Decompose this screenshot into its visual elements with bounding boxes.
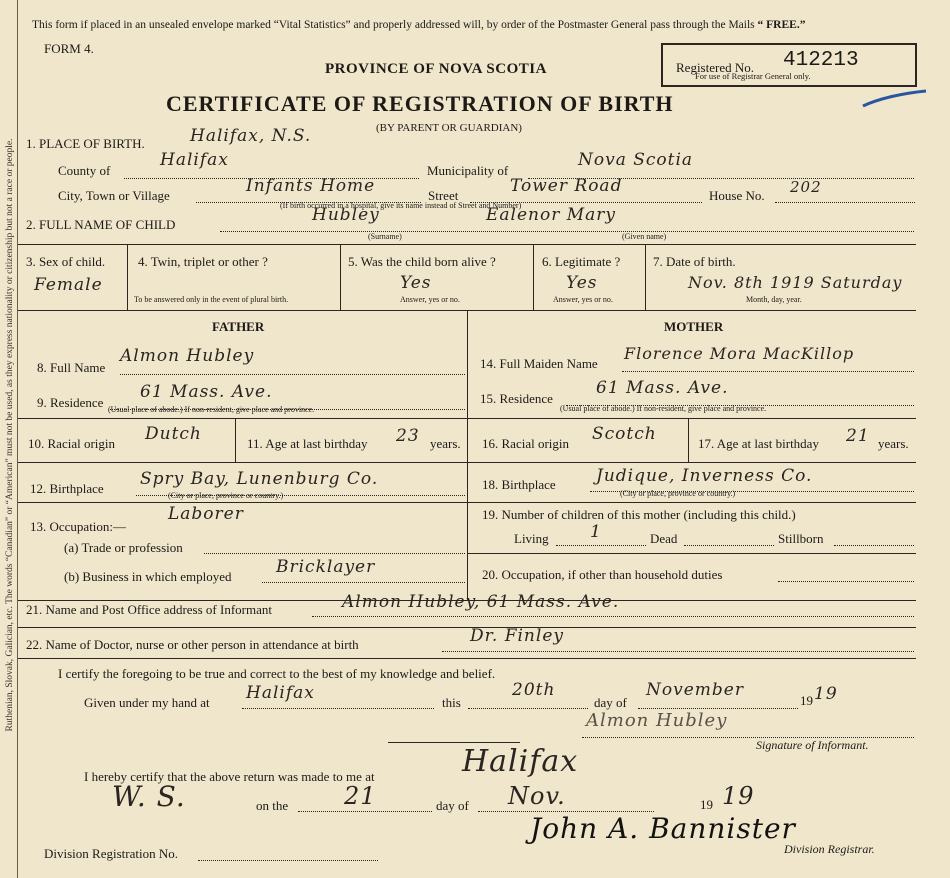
given-year-prefix: 19 xyxy=(800,693,813,708)
on-day-line xyxy=(298,811,432,812)
father-race-divider xyxy=(235,418,236,462)
father-birthplace-note: (City or place, province or country.) xyxy=(168,491,284,500)
hereby-certify-label: I hereby certify that the above return was made to me at xyxy=(84,769,375,784)
short-rule xyxy=(388,742,520,743)
given-under-hand-label: Given under my hand at xyxy=(84,695,210,710)
father-occupation-value: Laborer xyxy=(168,504,244,524)
free-label: “ FREE.” xyxy=(757,19,806,31)
father-business-label: (b) Business in which employed xyxy=(64,569,232,584)
living-label: Living xyxy=(514,531,549,546)
father-heading: FATHER xyxy=(212,319,265,334)
twin-note: To be answered only in the event of plural birth. xyxy=(134,295,289,304)
mother-name-value: Florence Mora MacKillop xyxy=(624,344,855,363)
racial-top-rule xyxy=(18,418,916,419)
doctor-label: 22. Name of Doctor, nurse or other person in attendance at birth xyxy=(26,637,359,652)
grid-divider-2 xyxy=(340,244,341,310)
father-business-line xyxy=(262,582,465,583)
side-margin-text: Ruthenian, Slovak, Galician, etc. The words “Canadian” or “American” must not be used, as they express nationality or citizenship but not a race or people. xyxy=(5,138,15,732)
father-residence-value: 61 Mass. Ave. xyxy=(140,382,273,402)
street-label: Street xyxy=(428,188,459,203)
mother-age-label: 17. Age at last birthday xyxy=(698,436,819,451)
father-occupation-label: 13. Occupation:— xyxy=(30,519,127,534)
twin-label: 4. Twin, triplet or other ? xyxy=(138,254,268,269)
father-trade-label: (a) Trade or profession xyxy=(64,540,183,555)
mother-occupation-label: 20. Occupation, if other than household duties xyxy=(482,567,723,582)
mother-occupation-line xyxy=(778,581,914,582)
doctor-top-rule xyxy=(18,627,916,628)
surname-caption: (Surname) xyxy=(368,232,402,241)
alive-label: 5. Was the child born alive ? xyxy=(348,254,496,269)
on-year-value: 19 xyxy=(722,782,755,810)
house-line xyxy=(775,202,915,203)
certificate-subtitle: (BY PARENT OR GUARDIAN) xyxy=(376,122,522,134)
mother-birthplace-label: 18. Birthplace xyxy=(482,477,556,492)
birth-date-label: 7. Date of birth. xyxy=(653,254,736,269)
doctor-line xyxy=(442,651,914,652)
mother-race-divider xyxy=(688,418,689,462)
grid-top-rule xyxy=(18,244,916,245)
child-given-value: Ealenor Mary xyxy=(486,205,617,225)
given-day-line xyxy=(468,708,588,709)
informant-value: Almon Hubley, 61 Mass. Ave. xyxy=(342,592,620,612)
legitimate-note: Answer, yes or no. xyxy=(553,295,613,304)
legitimate-value: Yes xyxy=(566,273,598,293)
county-value: Halifax xyxy=(160,150,229,170)
certificate-title: CERTIFICATE OF REGISTRATION OF BIRTH xyxy=(166,91,674,116)
father-business-value: Bricklayer xyxy=(276,557,376,577)
informant-label: 21. Name and Post Office address of Informant xyxy=(26,602,272,617)
father-race-value: Dutch xyxy=(145,424,202,444)
father-name-value: Almon Hubley xyxy=(120,346,255,366)
grid-divider-3 xyxy=(533,244,534,310)
mother-birthplace-value: Judique, Inverness Co. xyxy=(596,466,813,486)
given-month-value: November xyxy=(646,680,744,700)
city-value: Infants Home xyxy=(246,176,376,196)
alive-note: Answer, yes or no. xyxy=(400,295,460,304)
municipality-label: Municipality of xyxy=(427,163,509,178)
father-name-line xyxy=(120,374,465,375)
given-year-value: 19 xyxy=(814,684,838,704)
place-of-birth-value: Halifax, N.S. xyxy=(190,126,312,146)
dead-label: Dead xyxy=(650,531,678,546)
division-mark: W. S. xyxy=(112,780,186,813)
parents-divider xyxy=(467,310,468,600)
father-birthplace-label: 12. Birthplace xyxy=(30,481,104,496)
father-age-value: 23 xyxy=(396,426,420,446)
informant-signature-caption: Signature of Informant. xyxy=(756,738,869,752)
sex-label: 3. Sex of child. xyxy=(26,254,106,269)
division-registrar-caption: Division Registrar. xyxy=(784,842,875,856)
hospital-note: (If birth occurred in a hospital, give its name instead of Street and Number) xyxy=(280,201,522,210)
mother-name-line xyxy=(622,371,914,372)
postal-notice-text: This form if placed in an unsealed envelope marked “Vital Statistics” and properly addressed will, by order of the Postmaster General pass through the Mails xyxy=(32,19,755,31)
alive-value: Yes xyxy=(400,273,432,293)
informant-signature: Almon Hubley xyxy=(586,710,728,731)
registrar-signature: John A. Bannister xyxy=(530,812,796,845)
given-month-line xyxy=(638,708,798,709)
mother-age-unit: years. xyxy=(878,436,909,451)
certify-top-rule xyxy=(18,658,916,659)
division-registration-label: Division Registration No. xyxy=(44,846,178,861)
mother-residence-note: (Usual place of abode.) If non-resident, give place and province. xyxy=(560,404,767,413)
father-age-label: 11. Age at last birthday xyxy=(247,436,368,451)
side-margin xyxy=(0,0,18,878)
form-number: FORM 4. xyxy=(44,41,94,56)
father-birthplace-value: Spry Bay, Lunenburg Co. xyxy=(140,469,379,489)
house-label: House No. xyxy=(709,188,765,203)
registered-label: Registered No. xyxy=(676,60,754,75)
on-year-prefix: 19 xyxy=(700,797,713,812)
postal-notice xyxy=(32,19,805,31)
county-label: County of xyxy=(58,163,111,178)
children-bottom-rule xyxy=(468,553,916,554)
birth-date-value: Nov. 8th 1919 Saturday xyxy=(688,273,903,292)
this-label: this xyxy=(442,695,461,710)
given-place-value: Halifax xyxy=(246,683,315,703)
grid-divider-1 xyxy=(127,244,128,310)
city-label: City, Town or Village xyxy=(58,188,170,203)
stillborn-label: Stillborn xyxy=(778,531,824,546)
day-of-label: day of xyxy=(594,695,627,710)
birth-date-note: Month, day, year. xyxy=(746,295,802,304)
mother-heading: MOTHER xyxy=(664,319,724,334)
father-age-unit: years. xyxy=(430,436,461,451)
father-trade-line xyxy=(204,553,465,554)
grid-divider-4 xyxy=(645,244,646,310)
on-day-value: 21 xyxy=(344,782,377,810)
on-month-value: Nov. xyxy=(508,782,566,810)
on-the-label: on the xyxy=(256,798,289,813)
division-registration-line xyxy=(198,860,378,861)
occupation-top-rule xyxy=(18,502,916,503)
mother-children-label: 19. Number of children of this mother (including this child.) xyxy=(482,507,796,522)
municipality-value: Nova Scotia xyxy=(578,150,694,170)
mother-race-value: Scotch xyxy=(592,424,657,444)
sex-value: Female xyxy=(34,275,103,295)
father-name-label: 8. Full Name xyxy=(37,360,106,375)
living-value: 1 xyxy=(590,522,602,542)
street-value: Tower Road xyxy=(510,176,623,196)
place-of-birth-label: 1. PLACE OF BIRTH. xyxy=(26,136,145,151)
day-of2-label: day of xyxy=(436,798,469,813)
given-caption: (Given name) xyxy=(622,232,667,241)
racial-bottom-rule xyxy=(18,462,916,463)
living-line xyxy=(556,545,646,546)
hereby-place-value: Halifax xyxy=(462,744,579,779)
house-value: 202 xyxy=(790,178,822,196)
margin-rule xyxy=(17,0,18,878)
child-name-label: 2. FULL NAME OF CHILD xyxy=(26,217,176,232)
mother-residence-label: 15. Residence xyxy=(480,391,553,406)
child-surname-value: Hubley xyxy=(312,205,380,225)
mother-name-label: 14. Full Maiden Name xyxy=(480,356,598,371)
father-race-label: 10. Racial origin xyxy=(28,436,116,451)
province-title: PROVINCE OF NOVA SCOTIA xyxy=(325,61,547,77)
father-residence-label: 9. Residence xyxy=(37,395,104,410)
doctor-value: Dr. Finley xyxy=(470,626,564,646)
child-name-line xyxy=(220,231,914,232)
father-residence-note: (Usual place of abode.) If non-resident, give place and province. xyxy=(108,405,315,414)
certify-statement: I certify the foregoing to be true and correct to the best of my knowledge and belief. xyxy=(58,666,496,681)
pen-mark xyxy=(860,88,930,110)
given-place-line xyxy=(242,708,434,709)
registered-number: 412213 xyxy=(783,49,859,72)
given-day-value: 20th xyxy=(512,680,556,700)
informant-line xyxy=(312,616,914,617)
legitimate-label: 6. Legitimate ? xyxy=(542,254,621,269)
mother-residence-value: 61 Mass. Ave. xyxy=(596,378,729,398)
mother-age-value: 21 xyxy=(846,426,870,446)
stillborn-line xyxy=(834,545,914,546)
registrar-use-note: For use of Registrar General only. xyxy=(695,71,811,81)
dead-line xyxy=(684,545,774,546)
mother-birthplace-note: (City or place, province or country.) xyxy=(620,489,736,498)
mother-race-label: 16. Racial origin xyxy=(482,436,570,451)
